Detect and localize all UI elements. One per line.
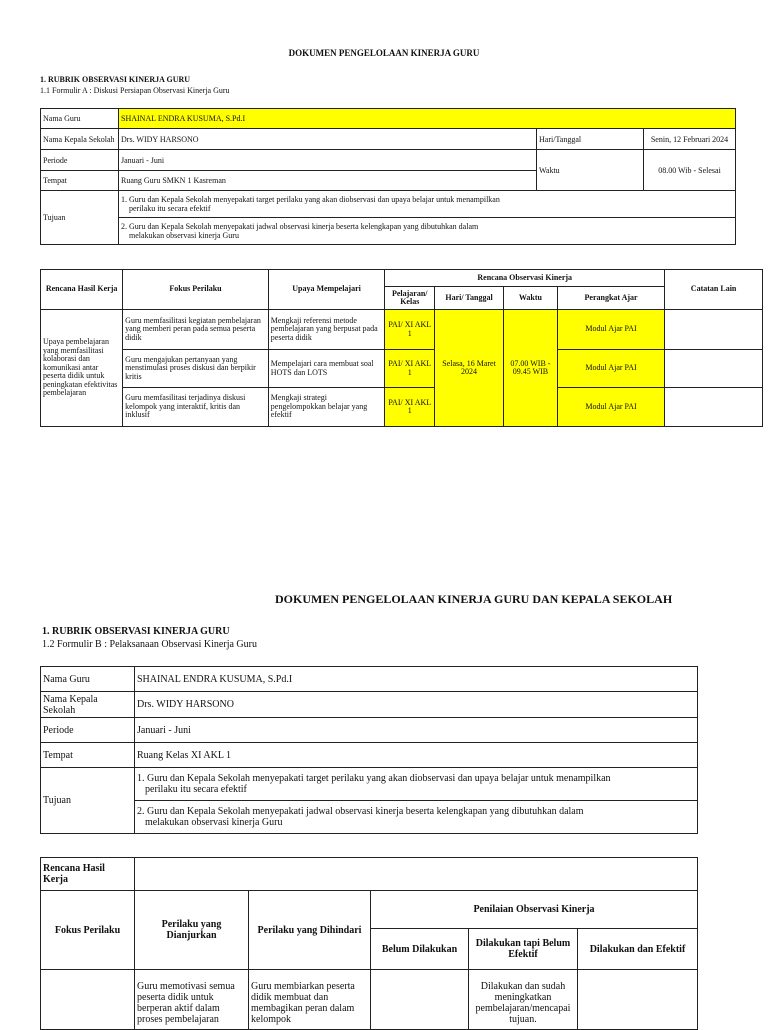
fokus-1: Guru memfasilitasi kegiatan pembelajaran yang memberi peran pada semua peserta didik xyxy=(123,310,269,350)
header-pelajaran: Pelajaran/ Kelas xyxy=(385,287,435,310)
value-tempat-2: Ruang Kelas XI AKL 1 xyxy=(135,743,698,768)
upaya-2: Mempelajari cara membuat soal HOTS dan LOTS xyxy=(268,350,385,388)
value-nama-guru-2: SHAINAL ENDRA KUSUMA, S.Pd.I xyxy=(135,667,698,692)
catatan-2 xyxy=(665,350,763,388)
doc1-section: 1. RUBRIK OBSERVASI KINERJA GURU xyxy=(40,75,191,84)
kelas-2: PAI/ XI AKL 1 xyxy=(385,350,435,388)
value-hari: Senin, 12 Februari 2024 xyxy=(644,129,736,150)
label-periode: Periode xyxy=(41,150,119,171)
value-tempat: Ruang Guru SMKN 1 Kasreman xyxy=(119,171,537,191)
tujuan-2-1-line2: perilaku itu secara efektif xyxy=(145,784,247,795)
header-belum: Belum Dilakukan xyxy=(371,929,469,970)
fokus-2: Guru mengajukan pertanyaan yang menstimulasi proses diskusi dan berpikir kritis xyxy=(123,350,269,388)
header-rencana-2: Rencana Hasil Kerja xyxy=(41,858,135,891)
value-waktu: 08.00 Wib - Selesai xyxy=(644,150,736,191)
doc2-assessment-table xyxy=(40,857,698,1030)
label-kepsek: Nama Kepala Sekolah xyxy=(41,129,119,150)
perangkat-2: Modul Ajar PAI xyxy=(557,350,664,388)
value-kepsek-2: Drs. WIDY HARSONO xyxy=(135,692,698,718)
waktu: 07.00 WIB - 09.45 WIB xyxy=(503,310,557,427)
label-tempat: Tempat xyxy=(41,171,119,191)
label-waktu: Waktu xyxy=(537,150,644,191)
catatan-1 xyxy=(665,310,763,350)
kelas-3: PAI/ XI AKL 1 xyxy=(385,388,435,427)
doc2-title: DOKUMEN PENGELOLAAN KINERJA GURU DAN KEPALA SEKOLAH xyxy=(275,592,673,606)
tujuan-1 xyxy=(119,191,736,218)
header-dihindari: Perilaku yang Dihindari xyxy=(249,891,371,970)
value-kepsek: Drs. WIDY HARSONO xyxy=(119,129,537,150)
header-waktu: Waktu xyxy=(503,287,557,310)
rencana-value-2 xyxy=(135,858,698,891)
fokus-3: Guru memfasilitasi terjadinya diskusi kelompok yang interaktif, kritis dan inklusif xyxy=(123,388,269,427)
header-penilaian: Penilaian Observasi Kinerja xyxy=(371,891,698,929)
doc1-title: DOKUMEN PENGELOLAAN KINERJA GURU xyxy=(288,48,480,58)
label-nama-guru-2: Nama Guru xyxy=(41,667,135,692)
value-periode: Januari - Juni xyxy=(119,150,537,171)
header-fokus-2: Fokus Perilaku xyxy=(41,891,135,970)
dihindari-row1: Guru membiarkan peserta didik membuat dan membagikan peran dalam kelompok xyxy=(249,970,371,1030)
perangkat-3: Modul Ajar PAI xyxy=(557,388,664,427)
kelas-1: PAI/ XI AKL 1 xyxy=(385,310,435,350)
label-tempat-2: Tempat xyxy=(41,743,135,768)
doc1-subsection: 1.1 Formulir A : Diskusi Persiapan Observasi Kinerja Guru xyxy=(40,86,230,95)
label-tujuan-2: Tujuan xyxy=(41,768,135,834)
tujuan-2-2 xyxy=(135,801,698,834)
header-tapi-belum-efektif: Dilakukan tapi Belum Efektif xyxy=(469,929,578,970)
tujuan-2-2-line2: melakukan observasi kinerja Guru xyxy=(145,817,283,828)
label-nama-guru: Nama Guru xyxy=(41,109,119,129)
efektif-row1 xyxy=(578,970,698,1030)
header-fokus: Fokus Perilaku xyxy=(123,270,269,310)
header-dianjurkan: Perilaku yang Dianjurkan xyxy=(135,891,249,970)
label-kepsek-2: Nama Kepala Sekolah xyxy=(41,692,135,718)
header-perangkat: Perangkat Ajar xyxy=(557,287,664,310)
tujuan-2-1-line1: 1. Guru dan Kepala Sekolah menyepakati target perilaku yang akan diobservasi dan upaya belajar untuk menampilkan xyxy=(137,773,611,784)
label-periode-2: Periode xyxy=(41,718,135,743)
upaya-3: Mengkaji strategi pengelompokkan belajar yang efektif xyxy=(268,388,385,427)
tujuan-2-2-line1: 2. Guru dan Kepala Sekolah menyepakati jadwal observasi kinerja beserta kelengkapan yang dibutuhkan dalam xyxy=(137,806,584,817)
doc2-info-table xyxy=(40,666,698,834)
value-nama-guru: SHAINAL ENDRA KUSUMA, S.Pd.I xyxy=(119,109,736,129)
upaya-1: Mengkaji referensi metode pembelajaran yang berpusat pada peserta didik xyxy=(268,310,385,350)
hari-tanggal: Selasa, 16 Maret 2024 xyxy=(435,310,504,427)
tujuan-2 xyxy=(119,218,736,245)
header-efektif: Dilakukan dan Efektif xyxy=(578,929,698,970)
fokus-row1 xyxy=(41,970,135,1030)
label-hari: Hari/Tanggal xyxy=(537,129,644,150)
doc1-info-table xyxy=(40,108,736,245)
header-upaya: Upaya Mempelajari xyxy=(268,270,385,310)
tujuan-2-line2: melakukan observasi kinerja Guru xyxy=(129,231,239,240)
doc2-section: 1. RUBRIK OBSERVASI KINERJA GURU xyxy=(42,626,230,637)
tujuan-1-line1: 1. Guru dan Kepala Sekolah menyepakati target perilaku yang akan diobservasi dan upaya belajar untuk menampilkan xyxy=(121,195,500,204)
header-catatan: Catatan Lain xyxy=(665,270,763,310)
belum-row1 xyxy=(371,970,469,1030)
catatan-3 xyxy=(665,388,763,427)
doc2-subsection: 1.2 Formulir B : Pelaksanaan Observasi Kinerja Guru xyxy=(42,639,257,650)
rencana-hasil-kerja: Upaya pembelajaran yang memfasilitasi kolaborasi dan komunikasi antar peserta didik untuk peningkatan efektivitas pembelajaran xyxy=(41,310,123,427)
header-hari: Hari/ Tanggal xyxy=(435,287,504,310)
tapi-row1: Dilakukan dan sudah meningkatkan pembelajaran/mencapai tujuan. xyxy=(469,970,578,1030)
header-rencana: Rencana Hasil Kerja xyxy=(41,270,123,310)
tujuan-2-1 xyxy=(135,768,698,801)
dianjurkan-row1: Guru memotivasi semua peserta didik untuk berperan aktif dalam proses pembelajaran xyxy=(135,970,249,1030)
tujuan-1-line2: perilaku itu secara efektif xyxy=(129,204,211,213)
value-periode-2: Januari - Juni xyxy=(135,718,698,743)
label-tujuan: Tujuan xyxy=(41,191,119,245)
header-rencana-observasi: Rencana Observasi Kinerja xyxy=(385,270,665,287)
perangkat-1: Modul Ajar PAI xyxy=(557,310,664,350)
doc1-plan-table xyxy=(40,269,763,427)
tujuan-2-line1: 2. Guru dan Kepala Sekolah menyepakati jadwal observasi kinerja beserta kelengkapan yang dibutuhkan dalam xyxy=(121,222,479,231)
